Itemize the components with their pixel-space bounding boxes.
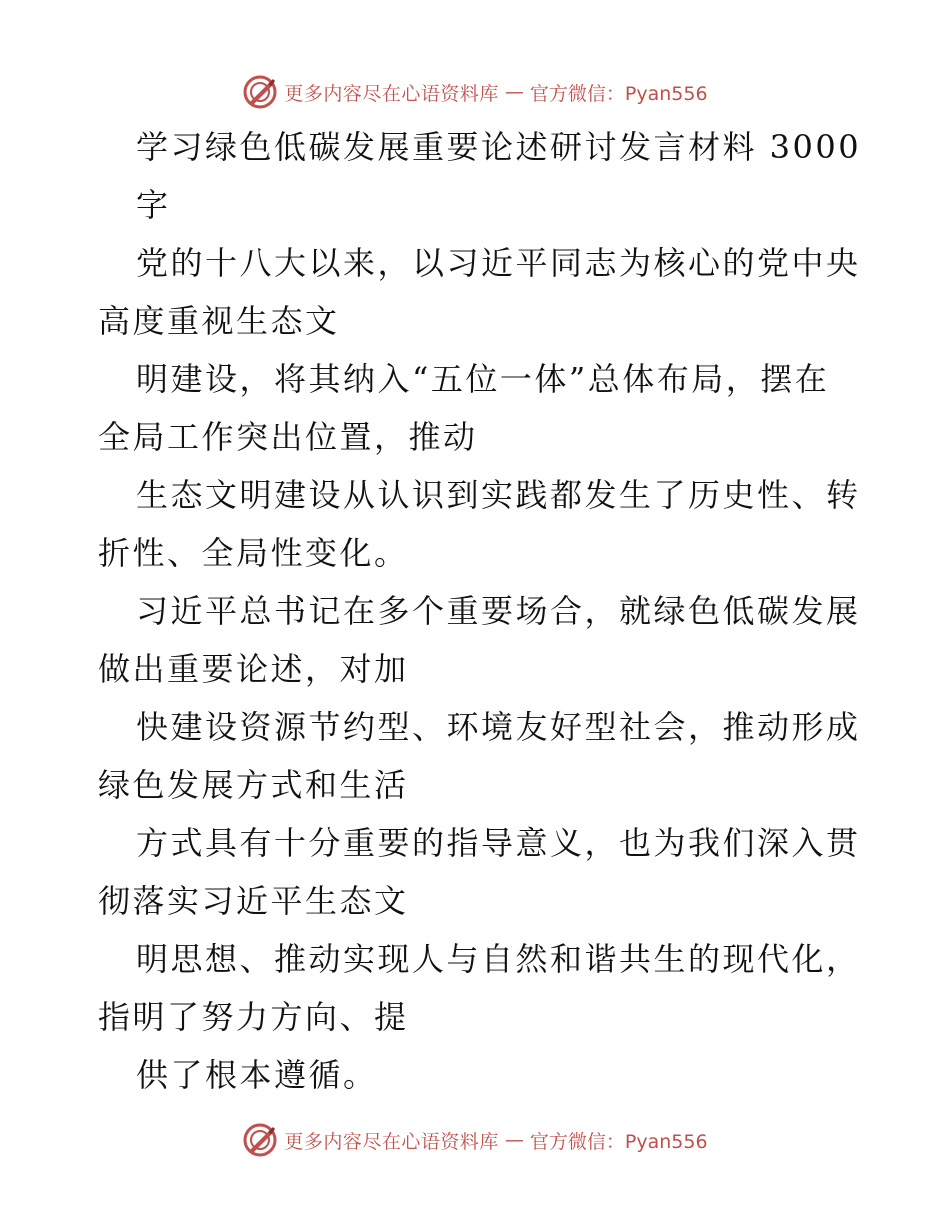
- document-line: 生态文明建设从认识到实践都发生了历史性、转: [136, 476, 861, 514]
- header-banner: [0, 72, 950, 112]
- header-banner-separator: —: [504, 81, 524, 103]
- brand-logo-icon: [242, 74, 278, 110]
- document-line: 彻落实习近平生态文: [98, 882, 409, 920]
- document-line: 明建设，将其纳入“五位一体”总体布局，摆在: [136, 360, 830, 398]
- document-line: 指明了努力方向、提: [98, 998, 409, 1036]
- footer-banner-separator: —: [504, 1129, 524, 1151]
- document-line: 方式具有十分重要的指导意义，也为我们深入贯: [136, 824, 861, 862]
- document-line: 快建设资源节约型、环境友好型社会，推动形成: [136, 708, 861, 746]
- document-line: 党的十八大以来，以习近平同志为核心的党中央: [136, 244, 861, 282]
- footer-banner-inner: [242, 1122, 707, 1158]
- footer-banner-text: 更多内容尽在心语资料库: [284, 1130, 499, 1153]
- header-banner-wechat: 官方微信：Pyan556: [529, 82, 708, 105]
- document-line: 学习绿色低碳发展重要论述研讨发言材料 3000: [136, 128, 862, 166]
- document-line: 高度重视生态文: [98, 302, 340, 340]
- footer-banner: [0, 1120, 950, 1160]
- document-line: 习近平总书记在多个重要场合，就绿色低碳发展: [136, 592, 861, 630]
- document-line: 做出重要论述，对加: [98, 650, 409, 688]
- document-line: 绿色发展方式和生活: [98, 766, 409, 804]
- document-line: 折性、全局性变化。: [98, 534, 409, 572]
- document-line: 明思想、推动实现人与自然和谐共生的现代化，: [136, 940, 861, 978]
- document-line: 供了根本遵循。: [136, 1056, 378, 1094]
- footer-banner-wechat: 官方微信：Pyan556: [529, 1130, 708, 1153]
- document-line: 全局工作突出位置，推动: [98, 418, 478, 456]
- header-banner-text: 更多内容尽在心语资料库: [284, 82, 499, 105]
- brand-logo-icon: [242, 1122, 278, 1158]
- header-banner-inner: [242, 74, 707, 110]
- document-line: 字: [136, 186, 171, 224]
- document-body: [98, 118, 862, 1104]
